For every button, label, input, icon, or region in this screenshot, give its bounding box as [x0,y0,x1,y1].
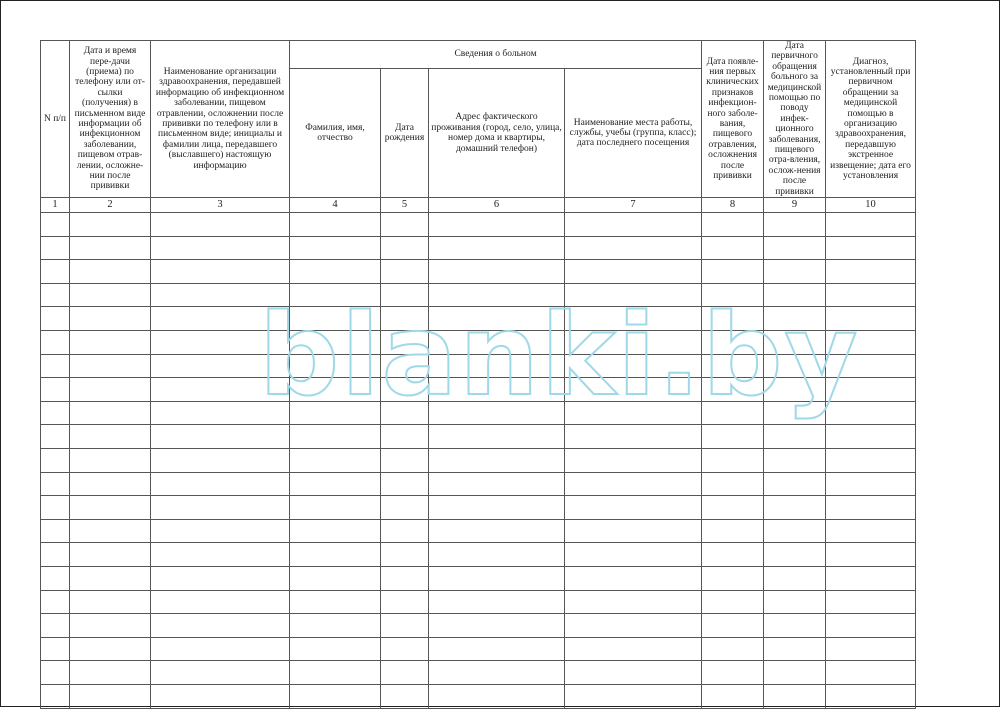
table-row [41,354,916,378]
table-cell[interactable] [764,449,826,473]
table-cell[interactable] [290,661,381,685]
table-row [41,637,916,661]
table-cell[interactable] [702,236,764,260]
col-header-workplace: Наименование места работы, службы, учебы (группа, класс); дата последнего посещения [565,69,702,198]
table-row [41,496,916,520]
table-cell[interactable] [70,637,151,661]
table-cell[interactable] [290,283,381,307]
table-cell[interactable] [702,307,764,331]
table-row [41,543,916,567]
table-cell[interactable] [565,425,702,449]
table-cell[interactable] [429,543,565,567]
table-cell[interactable] [429,449,565,473]
table-cell[interactable] [565,378,702,402]
table-cell[interactable] [764,401,826,425]
table-cell[interactable] [381,661,429,685]
table-cell[interactable] [70,213,151,237]
table-cell[interactable] [151,567,290,591]
table-cell[interactable] [826,401,916,425]
table-cell[interactable] [764,519,826,543]
table-cell[interactable] [41,401,70,425]
table-cell[interactable] [826,425,916,449]
table-cell[interactable] [41,260,70,284]
table-row [41,614,916,638]
table-cell[interactable] [151,236,290,260]
table-cell[interactable] [41,425,70,449]
table-cell[interactable] [826,567,916,591]
table-cell[interactable] [381,354,429,378]
table-cell[interactable] [290,472,381,496]
table-cell[interactable] [429,401,565,425]
table-cell[interactable] [764,425,826,449]
col-header-first-visit-date: Дата первичного обращения больного за медицинской помощью по поводу инфек-ционного заболевания, пищевого отра-вления, ослож-нения после прививки [764,41,826,198]
table-cell[interactable] [41,283,70,307]
table-cell[interactable] [565,637,702,661]
table-cell[interactable] [565,260,702,284]
table-cell[interactable] [151,684,290,708]
col-header-full-name: Фамилия, имя, отчество [290,69,381,198]
table-cell[interactable] [381,590,429,614]
table-cell[interactable] [764,567,826,591]
table-cell[interactable] [151,590,290,614]
table-cell[interactable] [764,354,826,378]
table-cell[interactable] [565,213,702,237]
table-cell[interactable] [41,519,70,543]
table-cell[interactable] [565,401,702,425]
table-row [41,307,916,331]
column-number: 6 [429,198,565,213]
table-cell[interactable] [702,637,764,661]
col-header-transfer-date: Дата и время пере-дачи (приема) по телефону или от-сылки (получения) в письменном виде информации об инфекционном заболевании, пищевом отрав-лении, осложне-нии после прививки [70,41,151,198]
table-cell[interactable] [290,307,381,331]
table-cell[interactable] [290,496,381,520]
table-cell[interactable] [702,543,764,567]
table-cell[interactable] [70,684,151,708]
table-cell[interactable] [151,260,290,284]
table-cell[interactable] [41,236,70,260]
table-cell[interactable] [826,449,916,473]
table-row [41,236,916,260]
table-cell[interactable] [70,543,151,567]
table-cell[interactable] [290,449,381,473]
table-cell[interactable] [151,378,290,402]
table-cell[interactable] [429,661,565,685]
table-cell[interactable] [764,472,826,496]
table-cell[interactable] [429,307,565,331]
table-cell[interactable] [826,637,916,661]
table-cell[interactable] [151,519,290,543]
table-cell[interactable] [429,590,565,614]
table-cell[interactable] [381,472,429,496]
table-cell[interactable] [290,260,381,284]
table-cell[interactable] [151,496,290,520]
table-cell[interactable] [381,543,429,567]
table-cell[interactable] [565,519,702,543]
table-row [41,590,916,614]
table-row [41,401,916,425]
table-cell[interactable] [764,496,826,520]
table-cell[interactable] [826,260,916,284]
table-cell[interactable] [826,590,916,614]
column-number-row [41,198,916,213]
table-cell[interactable] [702,331,764,355]
table-cell[interactable] [381,260,429,284]
table-cell[interactable] [429,472,565,496]
table-cell[interactable] [290,378,381,402]
table-cell[interactable] [826,378,916,402]
table-cell[interactable] [381,401,429,425]
table-cell[interactable] [381,213,429,237]
table-cell[interactable] [151,637,290,661]
table-row [41,567,916,591]
table-cell[interactable] [702,354,764,378]
table-cell[interactable] [381,567,429,591]
table-cell[interactable] [381,614,429,638]
table-cell[interactable] [565,661,702,685]
table-cell[interactable] [290,213,381,237]
table-cell[interactable] [764,590,826,614]
table-cell[interactable] [381,307,429,331]
table-cell[interactable] [151,425,290,449]
table-cell[interactable] [429,567,565,591]
table-cell[interactable] [381,449,429,473]
table-cell[interactable] [290,614,381,638]
table-cell[interactable] [381,378,429,402]
column-number: 4 [290,198,381,213]
table-cell[interactable] [565,331,702,355]
table-cell[interactable] [565,236,702,260]
table-cell[interactable] [702,260,764,284]
table-cell[interactable] [565,684,702,708]
table-cell[interactable] [565,307,702,331]
table-cell[interactable] [290,543,381,567]
col-header-patient-group: Сведения о больном [290,41,702,69]
table-cell[interactable] [826,661,916,685]
table-cell[interactable] [429,637,565,661]
table-cell[interactable] [151,401,290,425]
table-cell[interactable] [764,283,826,307]
journal-table [40,40,916,709]
table-cell[interactable] [290,590,381,614]
table-cell[interactable] [151,543,290,567]
col-header-birth-date: Дата рождения [381,69,429,198]
table-cell[interactable] [826,472,916,496]
table-cell[interactable] [429,378,565,402]
table-cell[interactable] [381,425,429,449]
table-cell[interactable] [151,213,290,237]
table-cell[interactable] [565,283,702,307]
table-row [41,331,916,355]
table-cell[interactable] [290,567,381,591]
table-row [41,378,916,402]
table-cell[interactable] [41,331,70,355]
table-cell[interactable] [826,496,916,520]
table-cell[interactable] [151,283,290,307]
table-cell[interactable] [429,496,565,520]
column-number: 10 [826,198,916,213]
table-cell[interactable] [826,213,916,237]
table-cell[interactable] [764,684,826,708]
table-cell[interactable] [381,684,429,708]
col-header-number: N п/п [41,41,70,198]
table-cell[interactable] [764,378,826,402]
table-cell[interactable] [70,378,151,402]
table-cell[interactable] [702,283,764,307]
table-cell[interactable] [565,567,702,591]
column-number: 1 [41,198,70,213]
table-cell[interactable] [41,354,70,378]
table-cell[interactable] [290,331,381,355]
table-cell[interactable] [70,519,151,543]
table-cell[interactable] [70,496,151,520]
table-cell[interactable] [565,354,702,378]
table-cell[interactable] [764,331,826,355]
table-cell[interactable] [764,543,826,567]
table-cell[interactable] [826,519,916,543]
table-cell[interactable] [381,496,429,520]
table-cell[interactable] [702,213,764,237]
column-number: 5 [381,198,429,213]
column-number: 7 [565,198,702,213]
table-cell[interactable] [41,472,70,496]
table-cell[interactable] [826,331,916,355]
table-cell[interactable] [70,590,151,614]
table-cell[interactable] [70,614,151,638]
table-cell[interactable] [381,236,429,260]
table-row [41,684,916,708]
table-cell[interactable] [702,614,764,638]
table-cell[interactable] [764,260,826,284]
table-cell[interactable] [151,307,290,331]
table-cell[interactable] [764,614,826,638]
table-row [41,472,916,496]
table-cell[interactable] [702,519,764,543]
table-cell[interactable] [290,637,381,661]
table-cell[interactable] [70,307,151,331]
table-cell[interactable] [764,236,826,260]
table-cell[interactable] [565,543,702,567]
table-cell[interactable] [764,307,826,331]
table-cell[interactable] [702,567,764,591]
column-number: 2 [70,198,151,213]
table-cell[interactable] [429,684,565,708]
table-cell[interactable] [381,283,429,307]
table-cell[interactable] [764,661,826,685]
table-cell[interactable] [429,213,565,237]
table-cell[interactable] [826,684,916,708]
col-header-diagnosis: Диагноз, установленный при первичном обращении за медицинской помощью в организацию здравоохранения, передавшую экстренное извещение; дата его установления [826,41,916,198]
table-cell[interactable] [565,449,702,473]
col-header-address: Адрес фактического проживания (город, село, улица, номер дома и квартиры, домашний телефон) [429,69,565,198]
table-cell[interactable] [702,425,764,449]
table-cell[interactable] [41,543,70,567]
table-cell[interactable] [702,378,764,402]
table-cell[interactable] [151,661,290,685]
table-cell[interactable] [70,472,151,496]
table-cell[interactable] [41,661,70,685]
table-cell[interactable] [826,236,916,260]
table-cell[interactable] [290,519,381,543]
table-cell[interactable] [565,590,702,614]
table-cell[interactable] [151,354,290,378]
table-cell[interactable] [429,236,565,260]
watermark-text: blanki.by [259,291,860,421]
table-cell[interactable] [41,614,70,638]
table-cell[interactable] [429,519,565,543]
table-row [41,449,916,473]
table-cell[interactable] [70,331,151,355]
table-cell[interactable] [702,496,764,520]
column-number: 8 [702,198,764,213]
table-cell[interactable] [290,401,381,425]
table-cell[interactable] [70,425,151,449]
table-cell[interactable] [70,283,151,307]
table-row [41,519,916,543]
table-cell[interactable] [565,614,702,638]
table-cell[interactable] [764,213,826,237]
table-cell[interactable] [70,260,151,284]
table-cell[interactable] [41,213,70,237]
table-cell[interactable] [702,684,764,708]
table-cell[interactable] [381,519,429,543]
table-cell[interactable] [702,449,764,473]
table-cell[interactable] [41,590,70,614]
table-cell[interactable] [41,307,70,331]
table-cell[interactable] [290,425,381,449]
table-cell[interactable] [826,354,916,378]
table-cell[interactable] [290,354,381,378]
table-cell[interactable] [70,354,151,378]
table-cell[interactable] [565,472,702,496]
table-cell[interactable] [702,590,764,614]
table-cell[interactable] [764,637,826,661]
table-cell[interactable] [41,684,70,708]
table-cell[interactable] [702,661,764,685]
table-cell[interactable] [70,661,151,685]
table-row [41,283,916,307]
table-cell[interactable] [151,614,290,638]
table-cell[interactable] [702,401,764,425]
table-cell[interactable] [70,401,151,425]
table-cell[interactable] [70,567,151,591]
col-header-organization: Наименование организации здравоохранения, передавшей информацию об инфекционном заболевании, пищевом отравлении, осложнении после прививки по телефону или в письменном виде; инициалы и фамилии лица, передавшего (выславшего) настоящую информацию [151,41,290,198]
table-cell[interactable] [381,331,429,355]
col-header-symptom-date: Дата появле-ния первых клинических признаков инфекцион-ного заболе-вания, пищевого отравления, осложнения после прививки [702,41,764,198]
table-cell[interactable] [41,496,70,520]
table-cell[interactable] [151,449,290,473]
table-cell[interactable] [41,449,70,473]
table-row [41,260,916,284]
table-cell[interactable] [70,236,151,260]
table-cell[interactable] [41,567,70,591]
table-row [41,213,916,237]
table-cell[interactable] [429,283,565,307]
column-number: 3 [151,198,290,213]
table-cell[interactable] [41,378,70,402]
table-cell[interactable] [290,684,381,708]
table-cell[interactable] [826,283,916,307]
table-cell[interactable] [290,236,381,260]
column-number: 9 [764,198,826,213]
table-cell[interactable] [429,260,565,284]
table-cell[interactable] [151,331,290,355]
table-cell[interactable] [429,331,565,355]
table-cell[interactable] [826,307,916,331]
table-cell[interactable] [381,637,429,661]
table-cell[interactable] [429,614,565,638]
table-cell[interactable] [565,496,702,520]
table-row [41,661,916,685]
table-cell[interactable] [151,472,290,496]
table-cell[interactable] [429,354,565,378]
table-cell[interactable] [429,425,565,449]
table-cell[interactable] [41,637,70,661]
table-row [41,425,916,449]
table-cell[interactable] [826,614,916,638]
table-cell[interactable] [70,449,151,473]
table-cell[interactable] [702,472,764,496]
table-cell[interactable] [826,543,916,567]
